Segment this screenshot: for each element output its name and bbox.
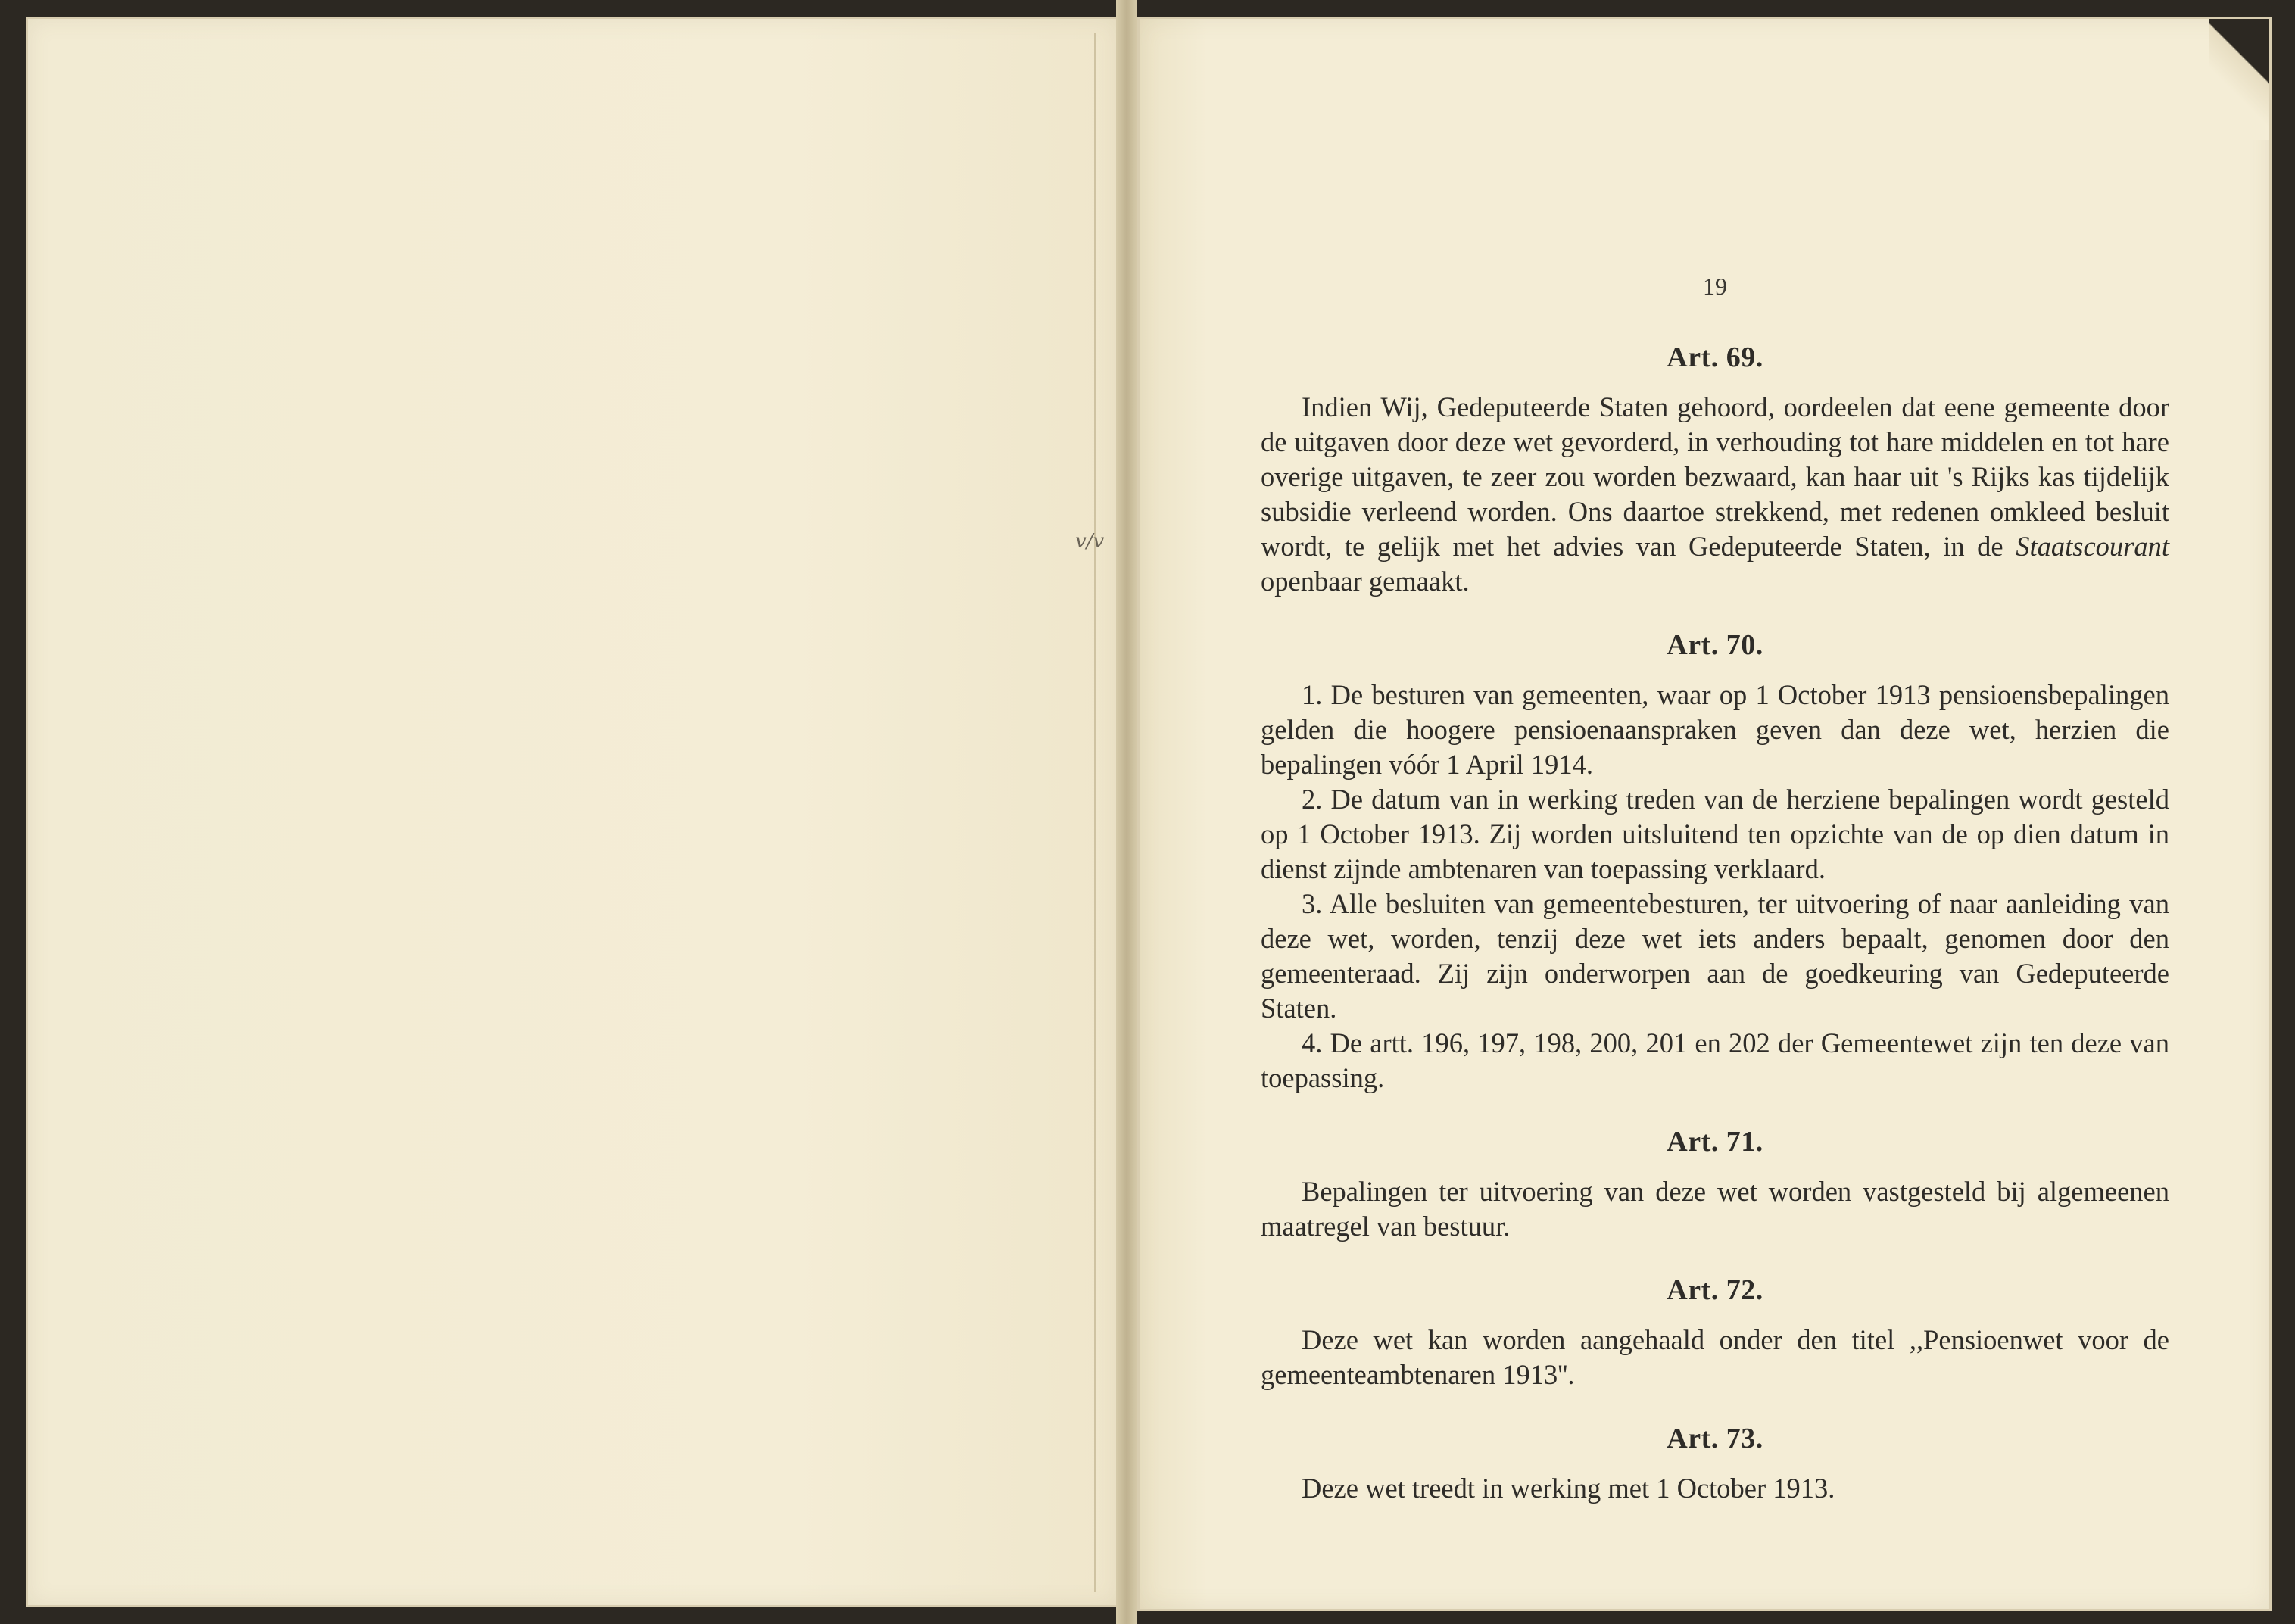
- article-72: [1261, 1273, 2169, 1392]
- article-paragraph: 4. De artt. 196, 197, 198, 200, 201 en 202 der Gemeentewet zijn ten deze van toepassing.: [1261, 1027, 2169, 1093]
- margin-mark: v/v: [1075, 530, 1105, 553]
- article-paragraph: 3. Alle besluiten van gemeentebesturen, ter uitvoering of naar aanleiding van deze wet, worden, tenzij deze wet iets anders bepaalt, genomen door den gemeenteraad. Zij zijn onderworpen aan de goedkeuring van Gedeputeerde Staten.: [1261, 888, 2169, 1024]
- article-70: [1261, 628, 2169, 1096]
- article-paragraph: [1261, 390, 2169, 599]
- article-69: [1261, 340, 2169, 599]
- article-title: Art. 71.: [1667, 1126, 1763, 1158]
- left-page-inner-sheet: [72, 33, 1096, 1592]
- article-71: [1261, 1124, 2169, 1244]
- article-paragraph: 1. De besturen van gemeenten, waar op 1 October 1913 pensioensbepalingen gelden die hoogere pensioenaanspraken geven dan deze wet, herzien die bepalingen vóór 1 April 1914.: [1261, 679, 2169, 780]
- article-73: [1261, 1421, 2169, 1506]
- article-paragraph: Deze wet kan worden aangehaald onder den titel ,,Pensioenwet voor de gemeenteambtenaren 1913''.: [1261, 1324, 2169, 1390]
- left-page: [26, 17, 1121, 1607]
- article-paragraph: Bepalingen ter uitvoering van deze wet worden vastgesteld bij algemeenen maatregel van bestuur.: [1261, 1176, 2169, 1242]
- article-paragraph: 2. De datum van in werking treden van de herziene bepalingen wordt gesteld op 1 October 1913. Zij worden uitsluitend ten opzichte van de op dien datum in dienst zijnde ambtenaren van toepassing verklaard.: [1261, 784, 2169, 884]
- paragraph-text: Indien Wij, Gedeputeerde Staten gehoord, oordeelen dat eene gemeente door de uitgaven door deze wet gevorderd, in verhouding tot hare middelen en tot hare overige uitgaven, te zeer zou worden bezwaard, kan haar uit 's Rijks kas tijdelijk subsidie verleend worden. Ons daartoe strekkend, met redenen omkleed besluit wordt, te gelijk met het advies van Gedeputeerde Staten, in de: [1261, 391, 2169, 562]
- paragraph-text: openbaar gemaakt.: [1261, 566, 1470, 597]
- article-title: Art. 70.: [1667, 629, 1763, 661]
- book-gutter: [1116, 0, 1137, 1624]
- page-number: 19: [1703, 273, 1727, 300]
- right-page: [1137, 17, 2272, 1611]
- paragraph-italic-text: Staatscourant: [2016, 531, 2169, 562]
- article-title: Art. 72.: [1667, 1274, 1763, 1306]
- page-content: [1261, 269, 2169, 1535]
- folded-corner: [2209, 19, 2269, 140]
- article-title: Art. 73.: [1667, 1423, 1763, 1454]
- article-title: Art. 69.: [1667, 341, 1763, 373]
- article-paragraph: Deze wet treedt in werking met 1 October 1913.: [1302, 1473, 1835, 1504]
